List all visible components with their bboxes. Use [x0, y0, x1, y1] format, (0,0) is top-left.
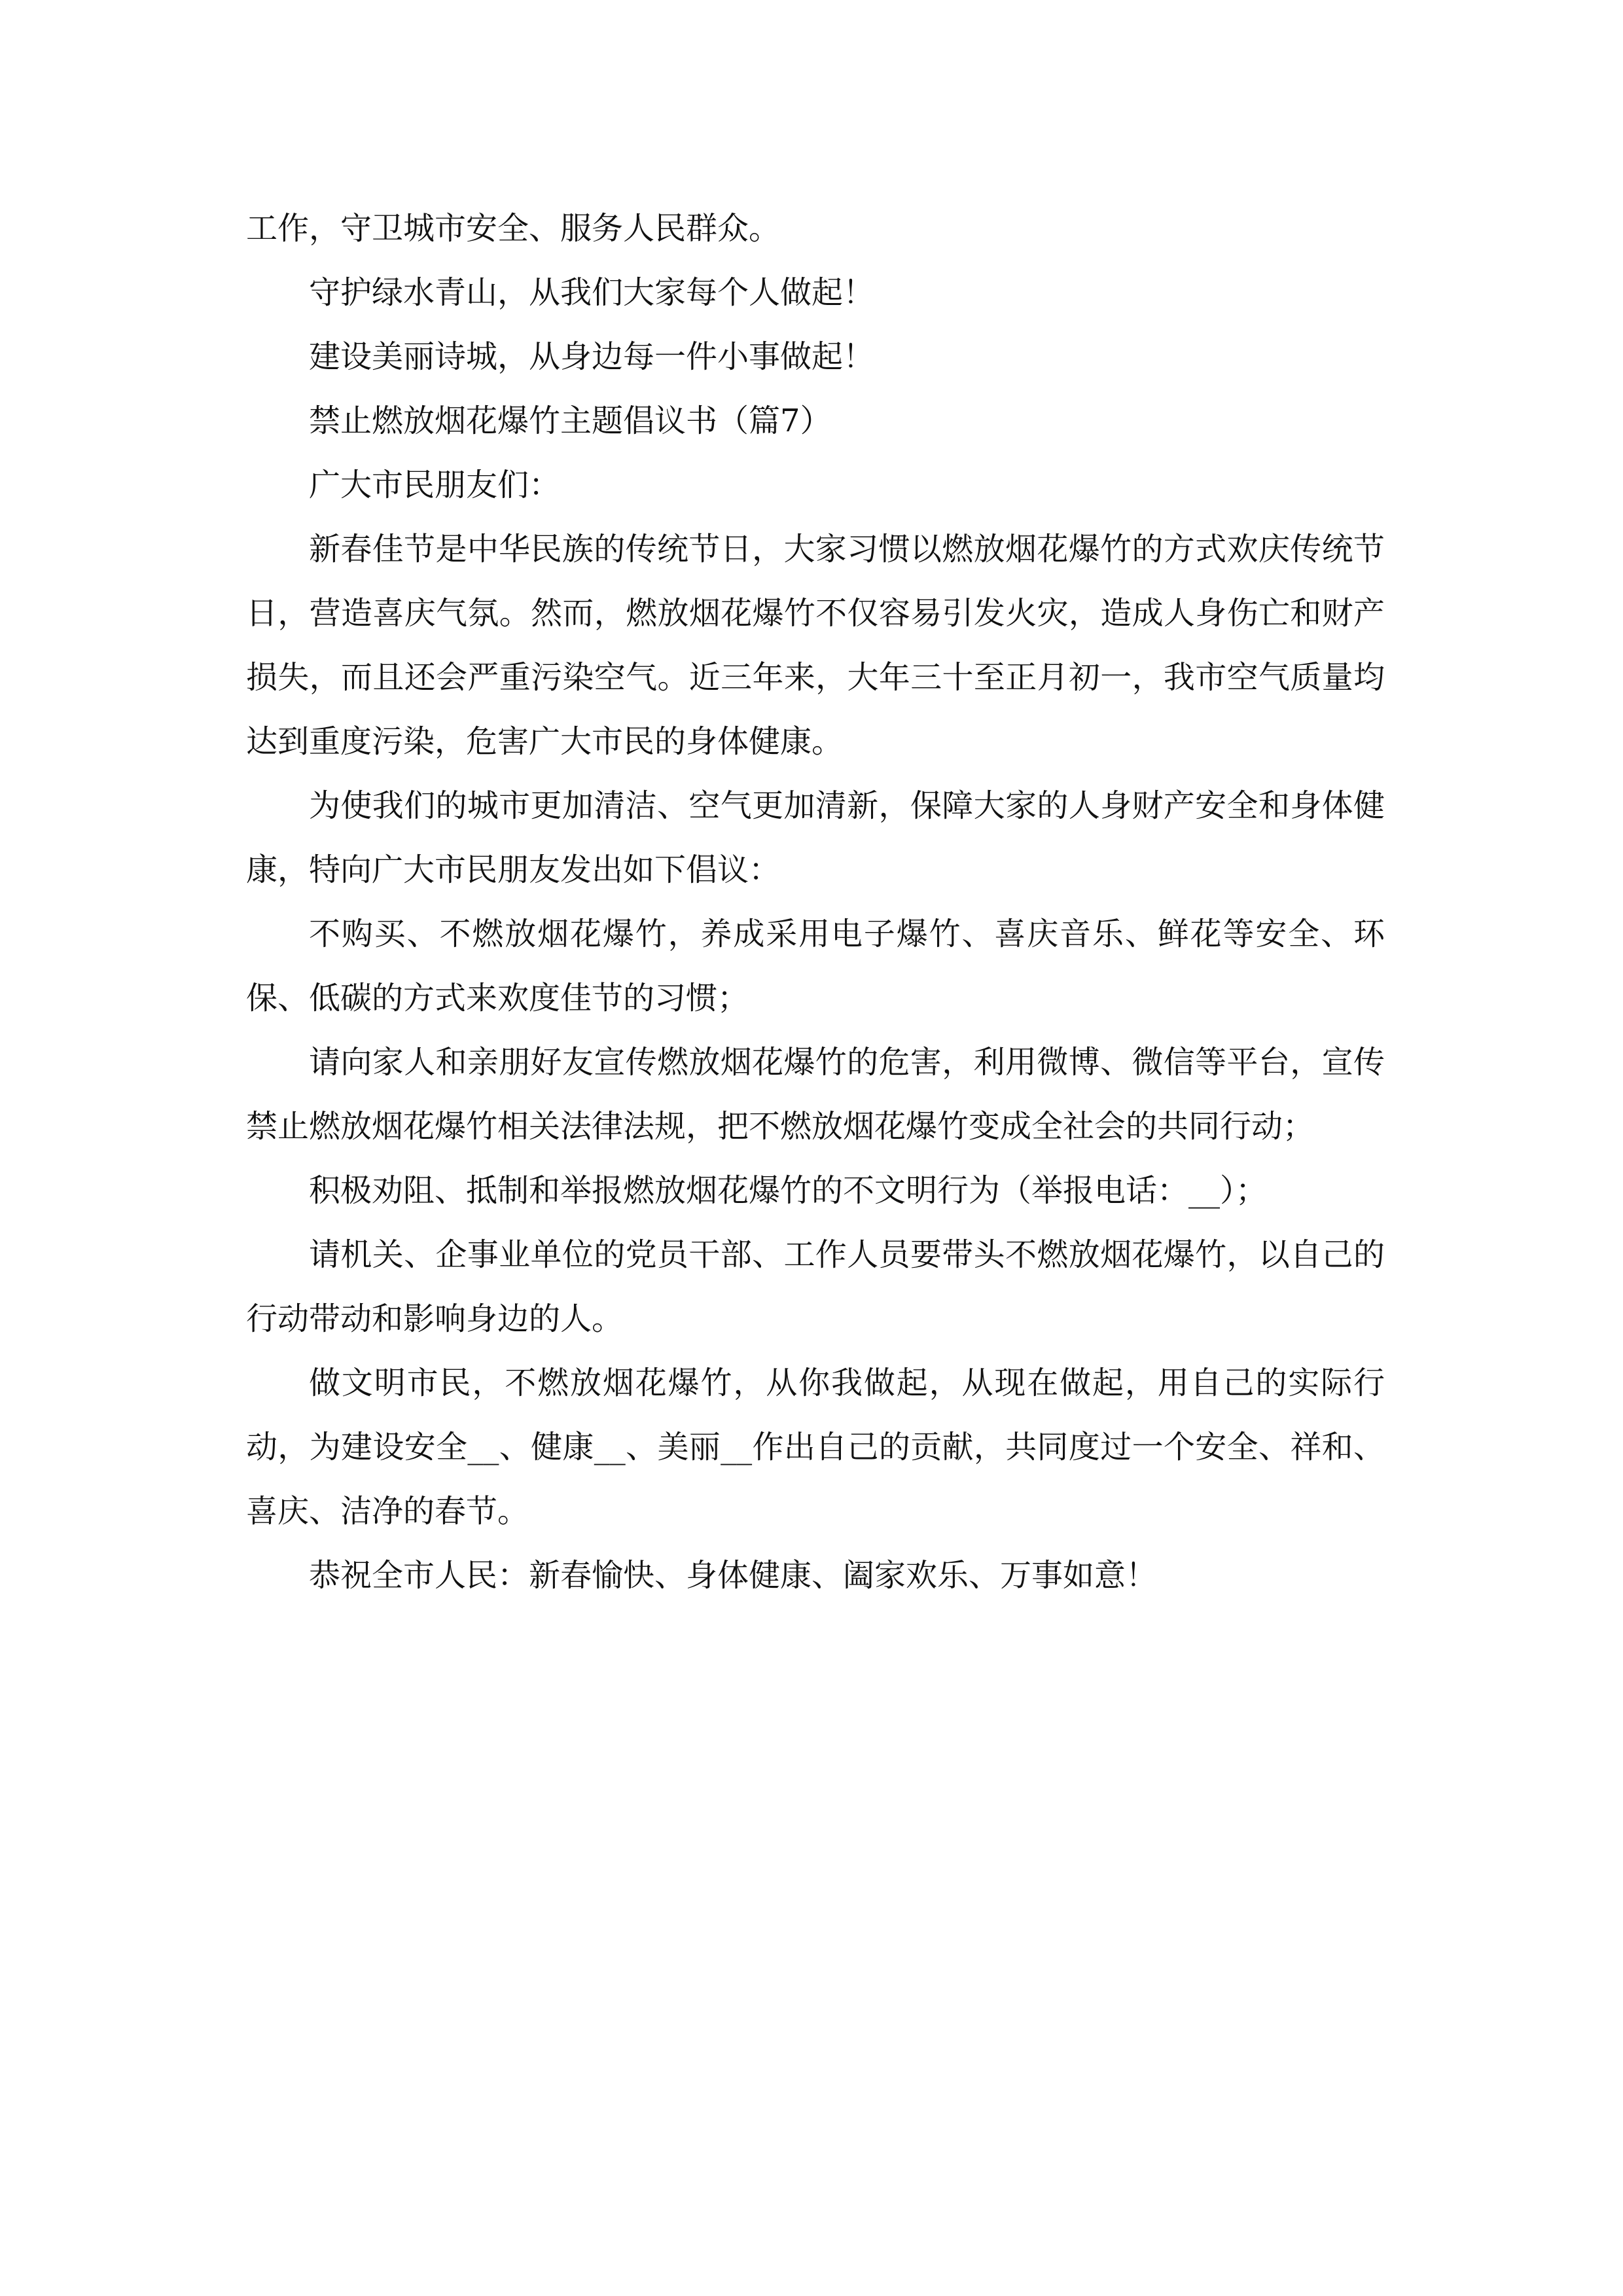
paragraph-purpose: 为使我们的城市更加清洁、空气更加清新，保障大家的人身财产安全和身体健康，特向广大市民朋友发出如下倡议： [246, 787, 1385, 888]
proposal-item-2: 请向家人和亲朋好友宣传燃放烟花爆竹的危害，利用微博、微信等平台，宣传禁止燃放烟花爆竹相关法律法规，把不燃放烟花爆竹变成全社会的共同行动； [246, 1044, 1385, 1145]
paragraph-continuation: 工作，守卫城市安全、服务人民群众。 [246, 210, 781, 247]
proposal-item-4: 请机关、企事业单位的党员干部、工作人员要带头不燃放烟花爆竹，以自己的行动带动和影响身边的人。 [246, 1236, 1385, 1337]
paragraph-call-to-action: 做文明市民，不燃放烟花爆竹，从你我做起，从现在做起，用自己的实际行动，为建设安全__、健康__、美丽__作出自己的贡献，共同度过一个安全、祥和、喜庆、洁净的春节。 [246, 1365, 1385, 1530]
proposal-item-1: 不购买、不燃放烟花爆竹，养成采用电子爆竹、喜庆音乐、鲜花等安全、环保、低碳的方式来欢度佳节的习惯； [246, 916, 1385, 1016]
section-title: 禁止燃放烟花爆竹主题倡议书（篇7） [309, 403, 832, 439]
document-body [246, 196, 1385, 1607]
proposal-item-3: 积极劝阻、抵制和举报燃放烟花爆竹的不文明行为（举报电话：__）； [309, 1172, 1268, 1209]
slogan-beautiful-city: 建设美丽诗城，从身边每一件小事做起！ [309, 338, 875, 375]
slogan-green-mountains: 守护绿水青山，从我们大家每个人做起！ [309, 274, 875, 311]
paragraph-intro: 新春佳节是中华民族的传统节日，大家习惯以燃放烟花爆竹的方式欢庆传统节日，营造喜庆气氛。然而，燃放烟花爆竹不仅容易引发火灾，造成人身伤亡和财产损失，而且还会严重污染空气。近三年来，大年三十至正月初一，我市空气质量均达到重度污染，危害广大市民的身体健康。 [246, 531, 1385, 760]
salutation: 广大市民朋友们： [309, 467, 561, 503]
closing-greeting: 恭祝全市人民：新春愉快、身体健康、阖家欢乐、万事如意！ [309, 1557, 1158, 1594]
